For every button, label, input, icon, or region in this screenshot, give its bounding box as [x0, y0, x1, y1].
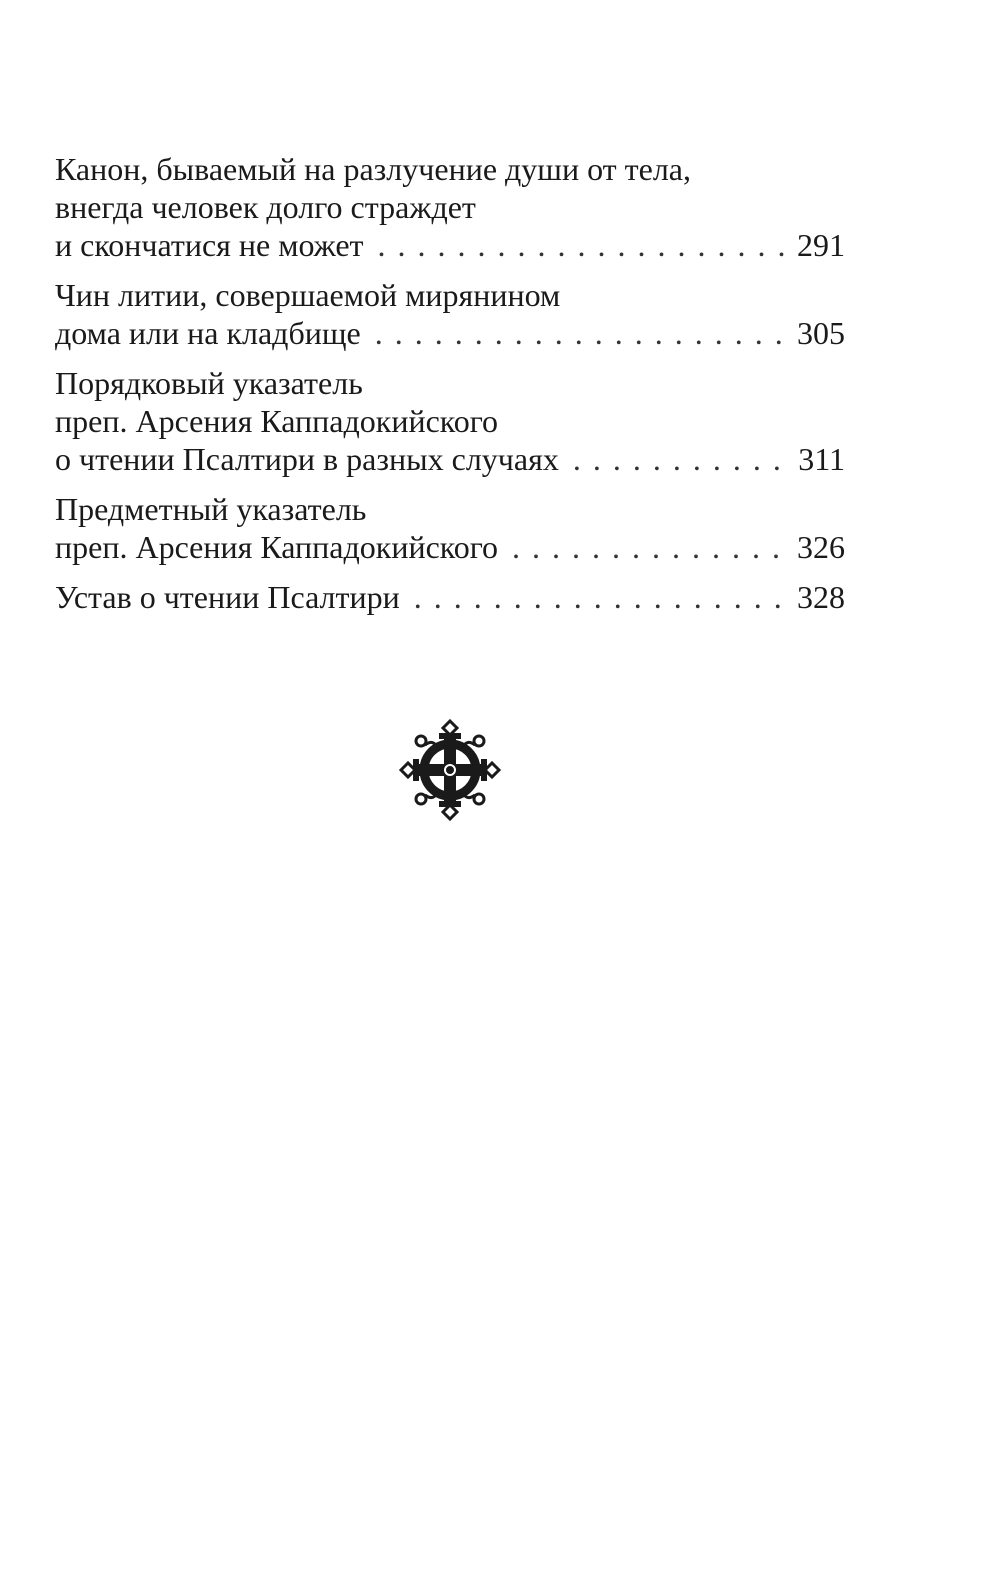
toc-entry-title-line: Предметный указатель	[55, 491, 367, 527]
toc-entry[interactable]	[55, 276, 845, 352]
toc-entry-title-line: Устав о чтении Псалтири	[55, 579, 400, 615]
dot-leader	[414, 578, 789, 616]
toc-entry-last-line	[55, 314, 845, 352]
toc-entry-title-line: преп. Арсения Каппадокийского	[55, 529, 499, 565]
toc-entry-last-line	[55, 578, 845, 616]
table-of-contents	[55, 150, 845, 616]
dot-leader	[573, 440, 789, 478]
toc-page-number: 326	[797, 529, 845, 565]
toc-page-number: 305	[797, 315, 845, 351]
toc-entry-last-line	[55, 528, 845, 566]
toc-entry-title-line: и скончатися не может	[55, 227, 364, 263]
toc-entry-title-line: Порядковый указатель	[55, 365, 363, 401]
dot-leader	[378, 226, 789, 264]
toc-entry[interactable]	[55, 490, 845, 566]
toc-page-number: 291	[797, 227, 845, 263]
toc-entry-title-line: Чин литии, совершаемой мирянином	[55, 277, 561, 313]
toc-entry-title-line: внегда человек долго страждет	[55, 189, 476, 225]
toc-entry[interactable]	[55, 578, 845, 616]
toc-entry[interactable]	[55, 150, 845, 264]
toc-entry[interactable]	[55, 364, 845, 478]
toc-entry-last-line	[55, 226, 845, 264]
cross-ornament-icon	[397, 717, 503, 823]
toc-entry-title-line: дома или на кладбище	[55, 315, 361, 351]
dot-leader	[512, 528, 789, 566]
toc-entry-title-line: о чтении Псалтири в разных случаях	[55, 441, 559, 477]
dot-leader	[375, 314, 789, 352]
toc-page-number: 328	[797, 579, 845, 615]
toc-entry-title-line: преп. Арсения Каппадокийского	[55, 403, 499, 439]
toc-page-number: 311	[798, 441, 845, 477]
toc-entry-last-line	[55, 440, 845, 478]
toc-entry-title-line: Канон, бываемый на разлучение души от тела,	[55, 151, 691, 187]
